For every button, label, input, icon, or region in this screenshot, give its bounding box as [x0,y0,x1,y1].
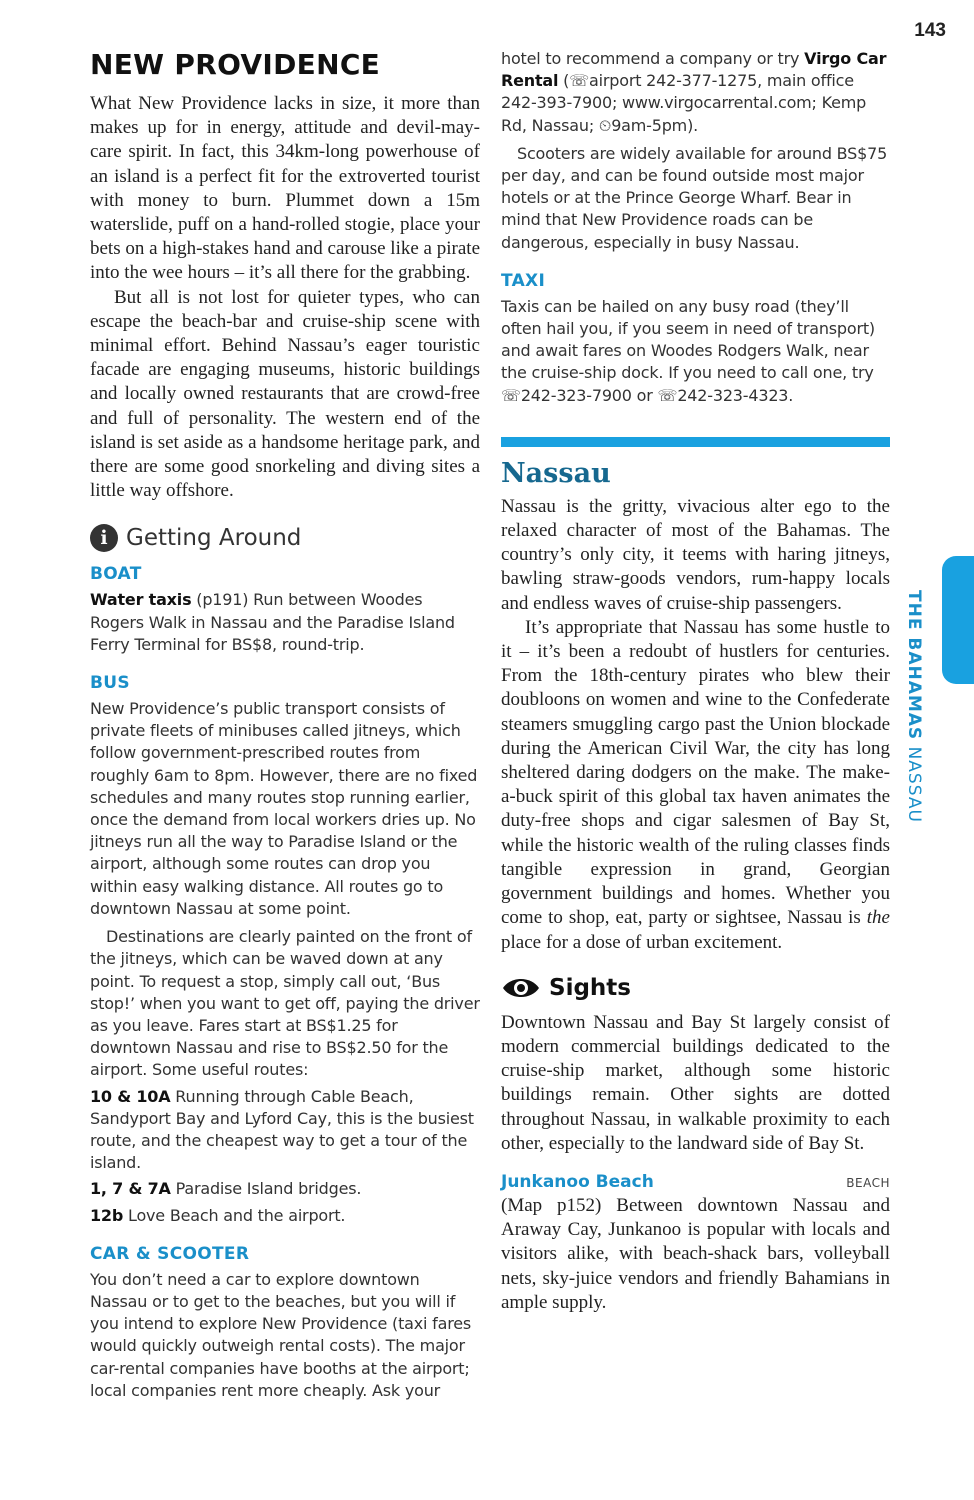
virgo-car-rental-name: Virgo Car Rental [501,49,887,91]
nassau-p2-emphasis: the [866,907,890,929]
side-tab[interactable] [942,556,974,684]
phone-icon: ☏ [569,71,590,91]
side-tab-section: THE BAHAMAS [904,590,924,741]
taxi-end: . [788,385,794,405]
intro-paragraph-1: What New Providence lacks in size, it more than makes up for in energy, attitude and devil-may-care spirit. In fact, this 34km-long powerhouse of an island is a perfect fit for the extroverted tourist with money to burn. Plummet down a 15m waterslide, puff on a hand-rolled stogie, place your bets on a high-stakes hand and carouse like a pirate into the wee hours – it’s all there for the grabbing. [90,93,480,284]
nassau-paragraph-2 [501,616,890,955]
nassau-p2-text: It’s appropriate that Nassau has some hustle to it – it’s been a redoubt of hustlers for centuries. From the 18th-century pirates who blew their doubloons on women and wine to the Confederate steamers smuggling cargo past the Union blockade during the American Civil War, the city has long sheltered daring dodgers on the make. The make-a-buck spirit of this global tax haven animates the duty-free shops and cigar salesmen of Bay St, while the historic wealth of the ruling classes finds tangible expression in grand, Georgian government buildings and homes. Whether you come to shop, eat, party or sightsee, Nassau is [501,616,890,929]
route-item [90,1205,480,1227]
car-scooter-heading: CAR & SCOOTER [90,1243,250,1264]
page-number: 143 [914,20,946,41]
listing-text: (Map p152) Between downtown Nassau and Araway Cay, Junkanoo is popular with locals and visitors alike, with beach-shack bars, volleyball nets, sky-juice vendors and friendly Bahamians in ample supply. [501,1194,890,1313]
taxi-heading: TAXI [501,270,546,291]
car-cont-paren: ( [558,71,570,91]
nassau-paragraph-1: Nassau is the gritty, vivacious alter ego to the relaxed character of most of the Bahamas. The country’s only city, it teems with haring jitneys, bawling straw-goods vendors, rum-happy locals and endless waves of cruise-ship passengers. [501,495,890,614]
nassau-p2-end: place for a dose of urban excitement. [501,931,783,953]
intro-paragraph-2: But all is not lost for quieter types, who can escape the beach-bar and cruise-ship scene with minimal effort. Behind Nassau’s eager touristic facade are engaging museums, historic buildings and locally owned restaurants that are crowd-free and full of personality. The western end of the island is set aside as a handsome heritage park, and there are some good snorkeling and diving sites a little way offshore. [90,286,480,502]
scooter-text: Scooters are widely available for around BS$75 per day, and can be found outside most major hotels or at the Prince George Wharf. Bear in mind that New Providence roads can be dangerous, especially in busy Nassau. [501,143,888,252]
car-cont-text: hotel to recommend a company or try [501,49,805,68]
taxi-phone-2[interactable]: 242-323-4323 [677,385,789,405]
listing-type: BEACH [846,1175,890,1190]
listing-name[interactable]: Junkanoo Beach [501,1171,654,1192]
taxi-desc: Taxis can be hailed on any busy road (they’ll often hail you, if you seem in need of transport) and await fares on Woodes Rodgers Walk, near the cruise-ship dock. If you need to call one, try [501,296,875,383]
route-number: 10 & 10A [90,1086,171,1106]
route-desc: Running through Cable Beach, Sandyport Bay and Lyford Cay, this is the busiest route, and the cheapest way to get a tour of the island. [90,1086,474,1173]
route-item [90,1178,480,1200]
side-tab-chapter: NASSAU [904,746,924,823]
sights-heading [501,973,890,1003]
right-column [501,48,890,1315]
sights-label: Sights [549,974,631,1001]
taxi-text [501,296,890,407]
car-text: You don’t need a car to explore downtown Nassau or to get to the beaches, but you will if you intend to explore New Providence (taxi fares would quickly outweigh rental costs). The major car-rental companies have booths at the airport; local companies rent more cheaply. Ask your [90,1269,472,1400]
section-divider [501,437,890,447]
page-title: NEW PROVIDENCE [90,48,381,81]
taxi-or: or [631,385,658,405]
left-column [90,48,480,1402]
info-icon: i [90,524,118,552]
route-desc: Paradise Island bridges. [170,1179,362,1199]
route-number: 1, 7 & 7A [90,1179,171,1199]
clock-icon: ⏲ [598,115,612,135]
boat-text [90,589,480,656]
listing-header [501,1172,890,1192]
route-number: 12b [90,1205,124,1225]
bus-paragraph-1: New Providence’s public transport consists of private fleets of minibuses called jitneys, which follow government-prescribed routes from roughly 6am to 8pm. However, there are no fixed schedules and many routes stop running earlier, once the demand from local workers dries up. No jitneys run all the way to Paradise Island or the airport, although some routes can drop you within easy walking distance. All routes go to downtown Nassau at some point. [90,699,478,918]
sights-text: Downtown Nassau and Bay St largely consist of modern commercial buildings dedicated to the cruise-ship market, although some historic buildings remain. Other sights are dotted throughout Nassau, in walkable proximity to each other, especially to the landward side of Bay St. [501,1011,890,1154]
boat-label: Water taxis [90,590,192,610]
getting-around-label: Getting Around [126,525,302,552]
phone-icon: ☏ [657,385,678,405]
getting-around-heading [90,523,480,553]
taxi-phone-1[interactable]: 242-323-7900 [520,385,632,405]
phone-icon: ☏ [501,385,521,405]
bus-paragraph-2: Destinations are clearly painted on the front of the jitneys, which can be waved down at any point. To request a stop, simply call out, ‘Bus stop!’ when you want to get off, paying the driver as you leave. Fares start at BS$1.25 for downtown Nassau and rise to BS$2.50 for the airport. Some useful routes: [90,927,480,1080]
car-cont-hours: 9am-5pm). [611,115,698,135]
car-cont-details: airport 242-377-1275, main office 242-393-7900; www.virgocarrental.com; Kemp Rd, Nassau; [501,71,867,135]
eye-icon [501,975,541,1001]
bus-heading: BUS [90,673,130,694]
boat-desc: (p191) Run between Woodes Rogers Walk in Nassau and the Paradise Island Ferry Terminal for BS$8, round-trip. [90,590,455,654]
boat-heading: BOAT [90,564,142,585]
side-tab-text [904,590,924,823]
route-item [90,1086,480,1175]
nassau-title: Nassau [501,457,611,489]
car-text-continued [501,48,890,137]
route-desc: Love Beach and the airport. [123,1205,346,1225]
